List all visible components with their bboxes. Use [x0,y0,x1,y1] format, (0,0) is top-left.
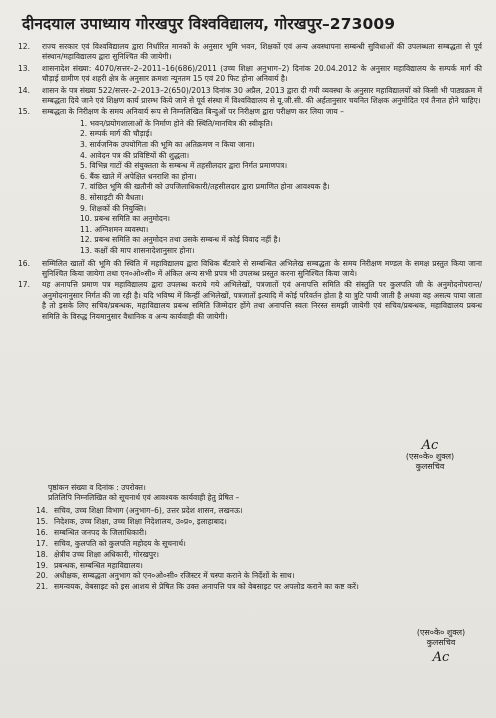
paragraph-text: शासनादेश संख्या: 4070/सत्तर–2–2011–16(686)/2011 (उच्च शिक्षा अनुभाग–2) दिनांक 20.04.2012 के अनुसार महाविद्यालय के सम्पर्क मार्ग की चौड़ाई ग्रामीण एवं शहरी क्षेत्र के अनुसार क्रमशः न्यूनतम 15 एवं 20 फिट होना अनिवार्य है। [42,63,482,84]
paragraph-number: 13. [18,63,31,73]
checklist-text: 3. सार्वजनिक उपयोगिता की भूमि का अतिक्रमण न किया जाना। [80,140,255,150]
checklist-spacer [12,119,80,130]
checklist-text: 6. बैंक खाते में अपेक्षित धनराशि का होना। [80,171,197,181]
checklist-text: 2. सम्पर्क मार्ग की चौड़ाई। [80,129,153,139]
recipient-text: सम्बन्धित जनपद के जिलाधिकारी। [54,527,147,537]
paragraph-number: 17. [18,280,31,290]
checklist-spacer [12,235,80,246]
endorsement-copy-note: प्रतिलिपि निम्नलिखित को सूचनार्थ एवं आवश्यक कार्यवाही हेतु प्रेषित – [48,493,240,503]
recipient-item [20,561,480,572]
checklist-spacer [12,246,80,257]
signatory-role-2: कुलसचिव [426,638,456,647]
checklist-spacer [12,172,80,183]
registrar-signature-block-2 [396,628,486,664]
checklist-item [12,129,482,140]
signature-mark: Ac [421,438,439,453]
recipient-number: 18. [35,549,48,559]
endorsement-block [48,483,239,504]
checklist-item [12,151,482,162]
checklist-text: 9. शिक्षकों की नियुक्ति। [80,203,147,213]
recipient-number: 17. [35,538,48,548]
checklist-spacer [12,140,80,151]
copy-recipients-list [20,506,480,593]
recipient-number: 14. [35,506,48,515]
checklist-spacer [12,129,80,140]
checklist-text: 5. विभिन्न गाटों की संयुक्तता के सम्बन्ध में तहसीलदार द्वारा निर्गत प्रमाणपत्र। [80,161,288,171]
checklist-item [12,204,482,215]
checklist-item [12,246,482,257]
recipient-text: क्षेत्रीय उच्च शिक्षा अधिकारी, गोरखपुर। [54,549,159,559]
checklist-item [12,161,482,172]
checklist-spacer [12,225,80,236]
signatory-role: कुलसचिव [415,462,445,471]
checklist-text: 10. प्रबन्ध समिति का अनुमोदन। [80,214,170,224]
checklist-item [12,235,482,246]
checklist-text: 4. आवेदन पत्र की प्रविष्टियों की शुद्धता। [80,150,190,160]
checklist-item [12,182,482,193]
recipient-text: प्रबन्धक, सम्बन्धित महाविद्यालय। [54,560,143,570]
paragraph-text: शासन के पत्र संख्या 522/सत्तर–2–2013–2(650)/2013 दिनांक 30 अप्रैल, 2013 द्वारा दी गयी व्यवस्था के अनुसार महाविद्यालयों को किसी भी पाठ्यक्रम में सम्बद्धता दिये जाने एवं शिक्षण कार्य प्रारम्भ किये जाने से पूर्व संस्था में विश्वविद्यालय से यू.जी.सी. की अर्हतानुसार चयनित शिक्षक अनुमोदित एवं तैनात होने चाहिए। [42,85,482,106]
recipient-text: अधीक्षक, सम्बद्धता अनुभाग को एन०ओ०सी० रजिस्टर में चस्पा कराने के निर्देशों के साथ। [54,571,295,581]
recipient-number: 21. [35,582,48,592]
checklist-text: 12. प्रबन्ध समिति का अनुमोदन तथा उसके सम्बन्ध में कोई विवाद नहीं है। [80,235,281,245]
recipient-item [20,506,480,517]
checklist-spacer [12,161,80,172]
conditions-section-2 [12,259,482,322]
recipient-number: 19. [35,560,48,570]
checklist-spacer [12,214,80,225]
recipient-item [20,539,480,550]
checklist-item [12,225,482,236]
recipient-number: 16. [35,527,48,537]
inspection-checklist [12,119,482,257]
recipient-item [20,517,480,528]
checklist-item [12,193,482,204]
signature-mark-2: Ac [432,650,450,665]
signatory-name-2: (एस०के० शुक्ल) [416,628,466,637]
checklist-spacer [12,182,80,193]
recipient-text: सचिव, कुलपति को कुलपति महोदय के सूचनार्थ। [54,538,186,548]
checklist-spacer [12,151,80,162]
paragraph-text: यह अनापत्ति प्रमाण पत्र महाविद्यालय द्वारा उपलब्ध कराये गये अभिलेखों, पत्रजातों एवं अनापत्ति समिति की संस्तुति पर कुलपति जी के अनुमोदनोपरान्त/अनुमोदनानुसार निर्गत की जा रही है। यदि भविष्य में किन्हीं अभिलेखों, पत्रजातों इत्यादि में कोई परिवर्तन होता है या त्रुटि पायी जाती है अथवा वह असत्य पाया जाता है तो इसके लिए सचिव/प्रबन्धक, महाविद्यालय प्रबन्ध समिति जिम्मेदार होंगे तथा अनापत्ति स्वतः निरस्त समझी जायेगी एवं सचिव/प्रबन्धक, महाविद्यालय प्रबन्ध समिति के विरुद्ध नियमानुसार वैधानिक व अन्य कार्यवाही की जायेगी। [42,280,482,321]
university-header: दीनदयाल उपाध्याय गोरखपुर विश्वविद्यालय, गोरखपुर–273009 [22,15,396,33]
paragraph-number: 12. [18,42,31,51]
conditions-section [12,42,482,118]
recipient-number: 15. [35,516,48,526]
recipient-text: समन्वयक, वेबसाइट को इस आशय से प्रेषित कि उक्त अनापत्ति पत्र को वेबसाइट पर अपलोड कराने का कष्ट करें। [54,582,359,592]
numbered-paragraph [12,64,482,85]
checklist-item [12,119,482,130]
numbered-paragraph [12,280,482,322]
checklist-text: 11. अग्निशमन व्यवस्था। [80,224,149,234]
numbered-paragraph [12,259,482,280]
paragraph-number: 15. [18,107,31,117]
numbered-paragraph [12,86,482,107]
checklist-text: 1. भवन/प्रयोगशालाओं के निर्माण होने की स्थिति/मानचित्र की स्वीकृति। [80,118,273,128]
paragraph-text: सम्बद्धता के निरीक्षण के समय अनिवार्य रूप से निम्नलिखित बिन्दुओं पर निरीक्षण द्वारा परीक्षण कर लिया जाय – [42,107,344,117]
recipient-text: निदेशक, उच्च शिक्षा, उच्च शिक्षा निदेशालय, उ०प्र०, इलाहाबाद। [54,516,227,526]
registrar-signature-block [380,440,480,472]
recipient-item [20,528,480,539]
numbered-paragraph [12,107,482,117]
checklist-text: 13. कक्षों की माप शासनादेशानुसार होना। [80,245,195,255]
checklist-item [12,214,482,225]
checklist-text: 8. सोसाइटी की वैधता। [80,193,144,202]
numbered-paragraph [12,42,482,63]
checklist-spacer [12,193,80,204]
recipient-item [20,582,480,593]
paragraph-number: 16. [18,258,31,268]
endorsement-number: पृष्ठांकन संख्या व दिनांक : उपरोक्त। [48,483,146,492]
recipient-number: 20. [35,571,48,581]
signatory-name: (एस०के० शुक्ल) [405,452,455,461]
recipient-text: सचिव, उच्च शिक्षा विभाग (अनुभाग–6), उत्तर प्रदेश शासन, लखनऊ। [54,506,243,515]
paragraph-number: 14. [18,85,31,95]
checklist-spacer [12,204,80,215]
checklist-text: 7. वांछित भूमि की खतौनी को उपजिलाधिकारी/तहसीलदार द्वारा प्रमाणित होना आवश्यक है। [80,182,330,192]
recipient-item [20,571,480,582]
paragraph-text: राज्य सरकार एवं विश्वविद्यालय द्वारा निर्धारित मानकों के अनुसार भूमि भवन, शिक्षकों एवं अन्य अवस्थापना सम्बन्धी सुविधाओं की उपलब्धता सम्बद्धता से पूर्व संस्थान/महाविद्यालय द्वारा सुनिश्चित की जायेगी। [42,42,482,62]
checklist-item [12,172,482,183]
recipient-item [20,550,480,561]
checklist-item [12,140,482,151]
paragraph-text: सम्मिलित खातों की भूमि की स्थिति में महाविद्यालय द्वारा विधिक बँटवारे से सम्बन्धित अभिलेख सम्बद्धता के समय निरीक्षण मण्डल के समक्ष प्रस्तुत किया जाना सुनिश्चित किया जायेगा तथा एन०ओ०सी० में अंकित अन्य सभी प्रपत्र भी उपलब्ध प्रस्तुत करना सुनिश्चित किया जाये। [42,258,482,278]
